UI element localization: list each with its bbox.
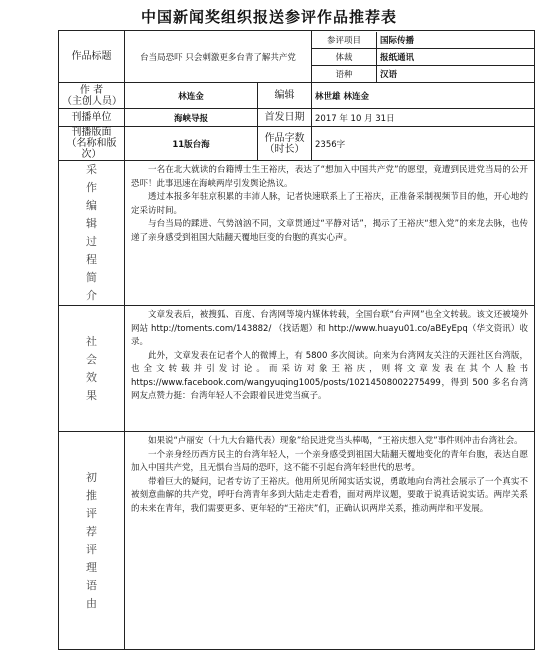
genre-label: 体裁 [312, 48, 377, 65]
effect-paragraph: 此外，文章发表在记者个人的微博上，有 5800 多次阅读。向来为台湾网友关注的天涯社区台湾版，也全文转载并引发讨论。而采访对象王裕庆，则将文章发表在其个人脸书 https://www.facebook.com/wangyuqing1005/posts/10214508002275499，得到 500 多名台湾网友点赞力挺：台湾年轻人不会跟着民进党当疯子。 [131, 350, 529, 401]
word-count-label: 作品字数（时长） [258, 127, 312, 161]
editor-label: 编辑 [258, 83, 312, 109]
language-value: 汉语 [377, 65, 535, 82]
process-paragraph: 与台当局的蹂进、气势汹汹不同，文章贯通过“平静对话”，揭示了王裕庆“想入党”的来龙去脉，也传递了亲身感受到祖国大陆翻天覆地巨变的台胞的真实心声。 [131, 219, 529, 243]
process-paragraph: 透过本报多年驻京积累的丰沛人脉，记者快速联系上了王裕庆，正准备采制视频节目的他，开心地约定采访时间。 [131, 192, 529, 216]
effect-paragraph: 文章发表后，被搜狐、百度、台湾网等境内媒体转载，全国台联“台声网”也全文转载。该文还被境外网站 http://toments.com/143882/ （找话题）和 http://www.huayu01.co/aBEyEpq（华文资讯）收录。 [131, 310, 529, 347]
effect-section-body [125, 306, 535, 432]
editor-value: 林世雄 林连金 [312, 83, 535, 109]
publisher-value: 海峡导报 [125, 109, 258, 127]
page-label: 刊播版面（名称和版次） [59, 127, 125, 161]
publisher-label: 刊播单位 [59, 109, 125, 127]
process-section-body [125, 161, 535, 306]
work-title-label: 作品标题 [59, 31, 125, 83]
review-section-label: 初推评荐评理语由 [86, 470, 97, 610]
recommendation-form [58, 30, 535, 650]
language-label: 语种 [335, 69, 353, 80]
word-count-value: 2356字 [312, 127, 535, 161]
first-date-value: 2017 年 10 月 31日 [312, 109, 535, 127]
review-paragraph: 带着巨大的疑问，记者专访了王裕庆。他用所见所闻实话实说，勇敢地向台湾社会展示了一个真实不被刻意曲解的共产党，呼吁台湾青年多到大陆走走看看，面对两岸议题，要敢于说真话说实话。两岸关系的未来在青年，我们需要更多、更年轻的“王裕庆”们，正确认识两岸关系，推动两岸和平发展。 [131, 476, 529, 514]
review-paragraph: 一个亲身经历西方民主的台湾年轻人，一个亲身感受到祖国大陆翻天覆地变化的青年台胞，表达自愿加入中国共产党，且无惧台当局的恐吓，这不能不引起台湾年轻世代的思考。 [131, 449, 529, 473]
author-value: 林连金 [125, 83, 258, 109]
first-date-label: 首发日期 [258, 109, 312, 127]
project-value: 国际传播 [377, 32, 535, 49]
form-title: 中国新闻奖组织报送参评作品推荐表 [140, 8, 397, 26]
process-section-label: 采作编辑过程简介 [86, 163, 97, 302]
project-label: 参评项目 [312, 32, 377, 49]
process-paragraph: 一名在北大就读的台籍博士生王裕庆，表达了“想加入中国共产党”的愿望，竟遭到民进党当局的公开恐吓！此事迅速在海峡两岸引发舆论热议。 [131, 165, 529, 189]
work-title-value: 台当局恐吓 只会刺激更多台青了解共产党 [125, 31, 312, 83]
author-label: 作 者 （主创人员） [59, 83, 125, 109]
review-paragraph: 如果说“卢丽安（十九大台籍代表）现象”给民进党当头棒喝，“王裕庆想入党”事件则冲击台湾社会。 [148, 436, 523, 446]
genre-value: 报纸通讯 [377, 48, 535, 65]
review-section-body [125, 432, 535, 650]
page-value: 11版台海 [125, 127, 258, 161]
effect-section-label: 社会效果 [86, 334, 97, 402]
